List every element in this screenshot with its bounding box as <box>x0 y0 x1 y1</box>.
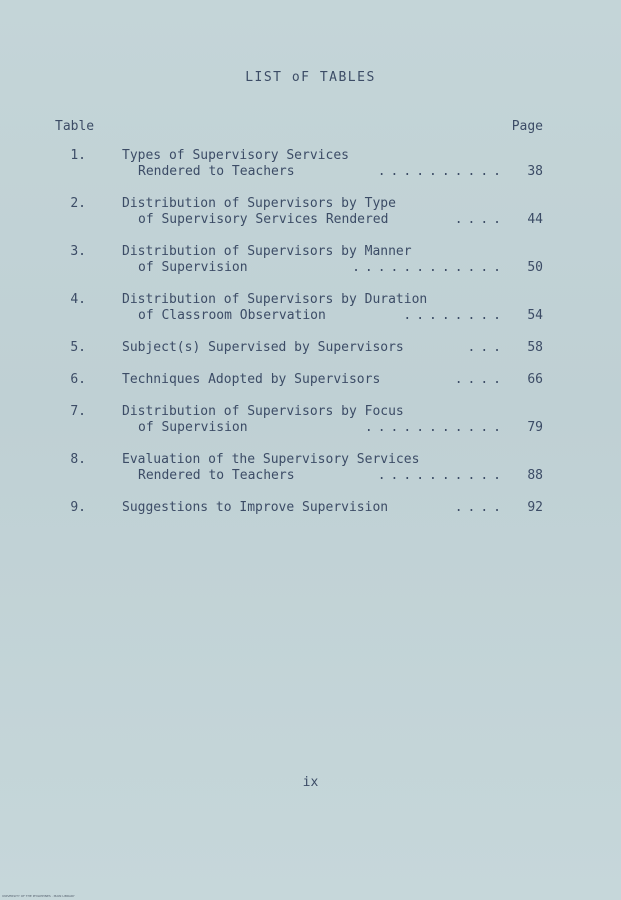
table-column-header: Table <box>55 119 95 134</box>
list-item <box>0 500 621 532</box>
dot-leader: ............ <box>352 260 506 275</box>
entry-page-number: 92 <box>527 500 543 515</box>
list-item <box>0 244 621 292</box>
entry-number: 6. <box>70 372 86 387</box>
dot-leader: .......... <box>377 468 506 483</box>
dot-leader: .... <box>454 372 506 387</box>
list-item <box>0 404 621 452</box>
entry-title: Evaluation of the Supervisory Services <box>122 452 420 467</box>
dot-leader: .......... <box>377 164 506 179</box>
entry-title: Distribution of Supervisors by Focus <box>122 404 404 419</box>
entry-title-continued: of Supervisory Services Rendered <box>138 212 389 227</box>
entry-title-continued: Rendered to Teachers <box>138 468 295 483</box>
page-column-header: Page <box>511 119 543 134</box>
entry-number: 2. <box>70 196 86 211</box>
entry-title: Distribution of Supervisors by Duration <box>122 292 428 307</box>
entry-page-number: 66 <box>527 372 543 387</box>
entry-number: 4. <box>70 292 86 307</box>
dot-leader: ... <box>467 340 506 355</box>
dot-leader: ........... <box>364 420 506 435</box>
entry-title-continued: of Classroom Observation <box>138 308 326 323</box>
entry-page-number: 44 <box>527 212 543 227</box>
entry-page-number: 38 <box>527 164 543 179</box>
entry-number: 7. <box>70 404 86 419</box>
entry-page-number: 54 <box>527 308 543 323</box>
entry-page-number: 88 <box>527 468 543 483</box>
entry-number: 9. <box>70 500 86 515</box>
entry-title-continued: of Supervision <box>138 420 248 435</box>
entry-title: Techniques Adopted by Supervisors <box>122 372 381 387</box>
list-item <box>0 452 621 500</box>
entry-number: 5. <box>70 340 86 355</box>
entry-title: Distribution of Supervisors by Manner <box>122 244 412 259</box>
list-item <box>0 292 621 340</box>
entry-title: Suggestions to Improve Supervision <box>122 500 389 515</box>
entry-title: Distribution of Supervisors by Type <box>122 196 396 211</box>
dot-leader: ........ <box>403 308 506 323</box>
list-item <box>0 340 621 372</box>
entry-number: 8. <box>70 452 86 467</box>
dot-leader: .... <box>454 212 506 227</box>
entry-page-number: 58 <box>527 340 543 355</box>
entry-title: Types of Supervisory Services <box>122 148 349 163</box>
page-number: ix <box>302 775 319 790</box>
entry-title: Subject(s) Supervised by Supervisors <box>122 340 404 355</box>
entry-page-number: 79 <box>527 420 543 435</box>
entry-title-continued: of Supervision <box>138 260 248 275</box>
list-item <box>0 372 621 404</box>
list-item <box>0 148 621 196</box>
entry-number: 3. <box>70 244 86 259</box>
table-list <box>0 148 621 532</box>
page-title: LIST oF TABLES <box>245 70 376 85</box>
list-item <box>0 196 621 244</box>
dot-leader: .... <box>454 500 506 515</box>
entry-title-continued: Rendered to Teachers <box>138 164 295 179</box>
entry-number: 1. <box>70 148 86 163</box>
entry-page-number: 50 <box>527 260 543 275</box>
library-footer-stamp: UNIVERSITY OF THE PHILIPPINES · MAIN LIBRARY <box>2 894 75 898</box>
